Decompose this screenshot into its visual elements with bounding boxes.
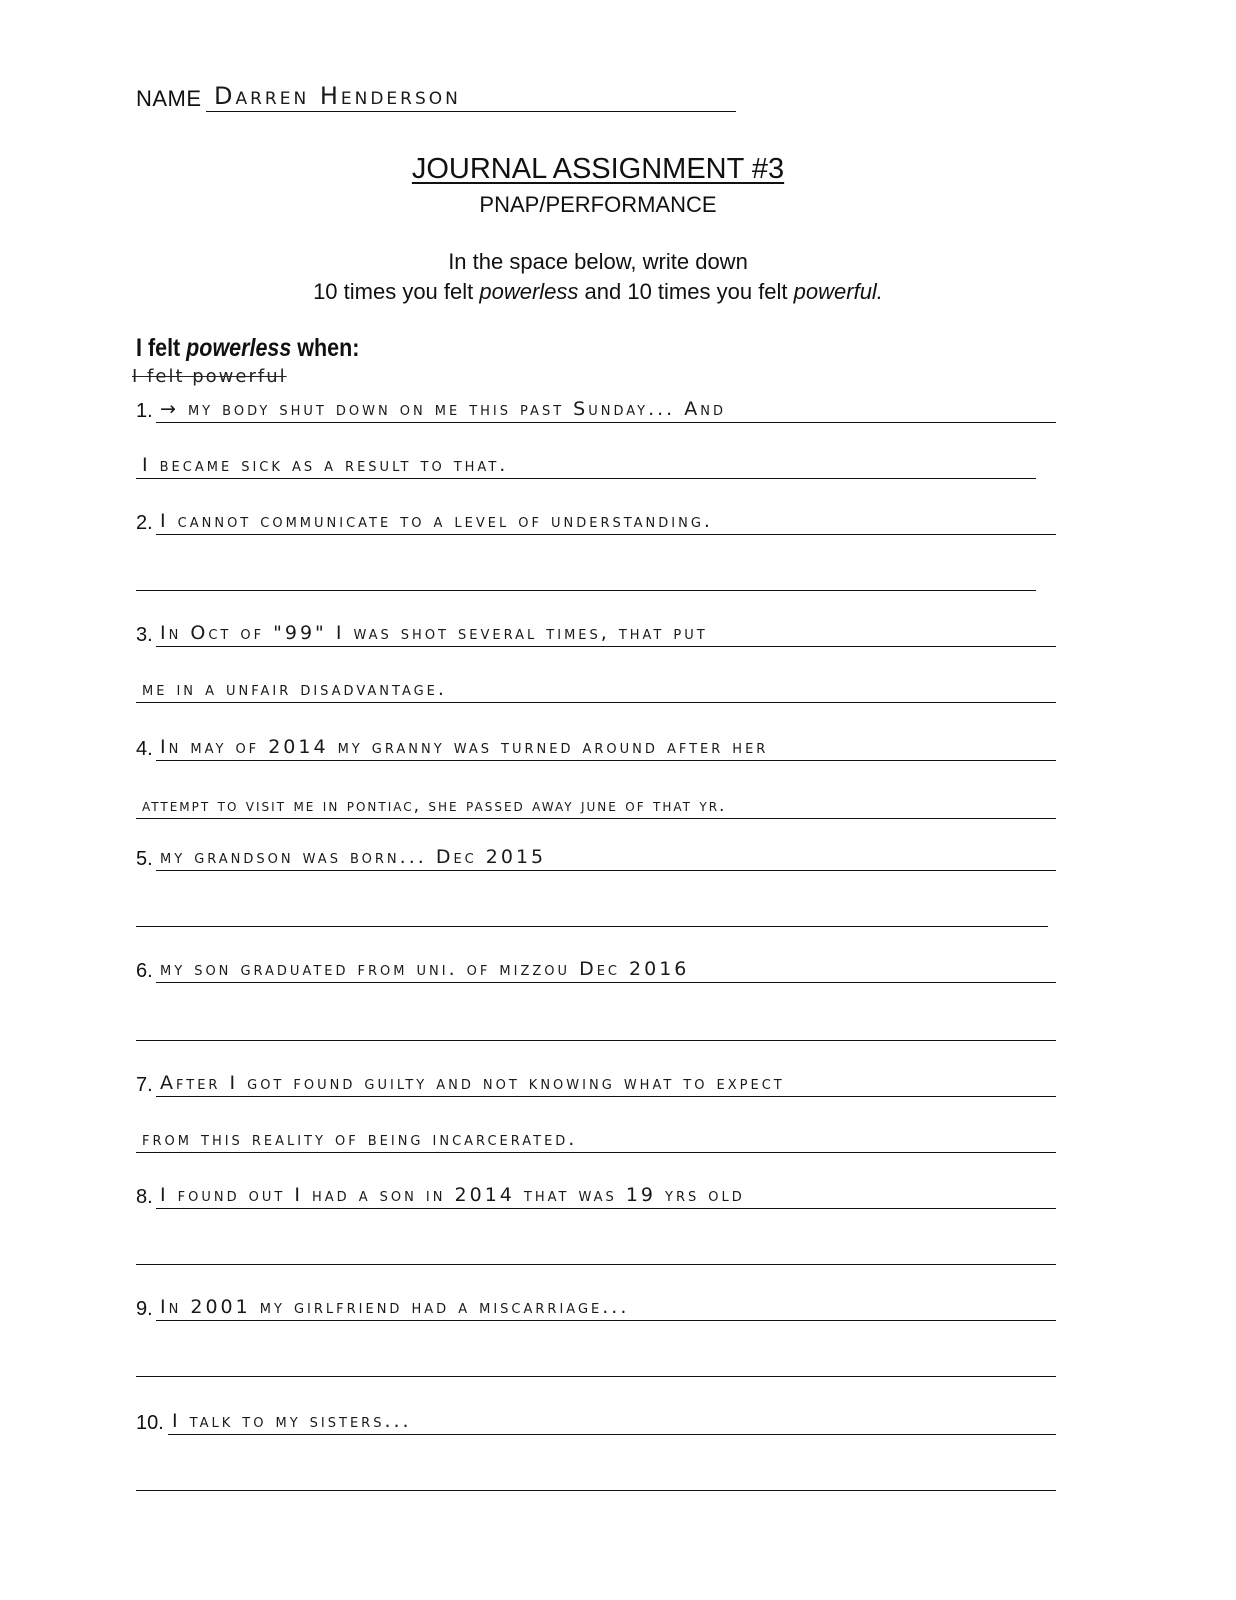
entry-number: 3.	[136, 624, 153, 646]
heading-text-a: I felt	[136, 334, 187, 362]
entry-line	[156, 504, 1056, 535]
entry-text: my son graduated from uni. of mizzou Dec 2016	[160, 958, 690, 980]
struck-through-text: I felt powerful	[132, 366, 287, 387]
entry-line-2	[136, 1234, 1056, 1265]
entry-number: 7.	[136, 1074, 153, 1096]
entry-line	[156, 1290, 1056, 1321]
entry-line-2	[136, 1010, 1056, 1041]
entry-text: → my body shut down on me this past Sunday... And	[160, 398, 726, 420]
entry-line-2	[136, 788, 1056, 819]
entry-line-2	[136, 896, 1048, 927]
entry-line	[156, 952, 1056, 983]
page-subtitle: PNAP/PERFORMANCE	[479, 192, 717, 217]
page-title: JOURNAL ASSIGNMENT #3	[411, 153, 785, 185]
entry-text-2: I became sick as a result to that.	[142, 454, 509, 476]
name-value: Darren Henderson	[214, 82, 461, 110]
entry-text: In may of 2014 my granny was turned around after her	[160, 736, 769, 758]
entry-number: 2.	[136, 512, 153, 534]
entry-text-2: attempt to visit me in pontiac, she passed away june of that yr.	[142, 796, 727, 816]
entry-number: 4.	[136, 738, 153, 760]
entry-number: 9.	[136, 1298, 153, 1320]
entry-line	[156, 616, 1056, 647]
instructions-line-1: In the space below, write down	[448, 249, 748, 274]
entry-number: 8.	[136, 1186, 153, 1208]
entry-text: my grandson was born... Dec 2015	[160, 846, 547, 868]
entry-line	[156, 392, 1056, 423]
entry-line-2	[136, 560, 1036, 591]
entry-text: After I got found guilty and not knowing what to expect	[160, 1072, 785, 1094]
heading-text-c: when:	[291, 334, 360, 362]
entry-text: I found out I had a son in 2014 that was 19 yrs old	[160, 1184, 745, 1206]
entry-line	[156, 840, 1056, 871]
entry-text: I talk to my sisters...	[172, 1410, 412, 1432]
entry-line	[156, 730, 1056, 761]
entry-text-2: from this reality of being incarcerated.	[142, 1128, 578, 1150]
entry-number: 6.	[136, 960, 153, 982]
name-label: NAME	[136, 86, 202, 111]
entry-number: 5.	[136, 848, 153, 870]
entry-line-2	[136, 448, 1036, 479]
entry-line	[168, 1404, 1056, 1435]
entry-text-2: me in a unfair disadvantage.	[142, 678, 447, 700]
instr-text-a: 10 times you felt	[313, 279, 480, 304]
instructions-line-2	[0, 279, 1196, 305]
entry-text: I cannot communicate to a level of understanding.	[160, 510, 713, 532]
entry-line-2	[136, 1460, 1056, 1491]
entry-line	[156, 1066, 1056, 1097]
heading-text-powerless: powerless	[186, 334, 292, 362]
entry-line-2	[136, 1346, 1056, 1377]
name-underline	[206, 111, 736, 112]
name-field	[136, 76, 736, 116]
section-heading	[136, 334, 359, 363]
entry-text: In Oct of "99" I was shot several times, that put	[160, 622, 708, 644]
instr-text-c: and 10 times you felt	[578, 279, 794, 304]
entry-line	[156, 1178, 1056, 1209]
instr-text-powerful: powerful.	[793, 279, 883, 304]
entry-line-2	[136, 672, 1056, 703]
entry-text: In 2001 my girlfriend had a miscarriage...	[160, 1296, 630, 1318]
instr-text-powerless: powerless	[479, 279, 579, 304]
entry-number: 1.	[136, 400, 153, 422]
entry-line-2	[136, 1122, 1056, 1153]
entry-number: 10.	[136, 1412, 164, 1434]
